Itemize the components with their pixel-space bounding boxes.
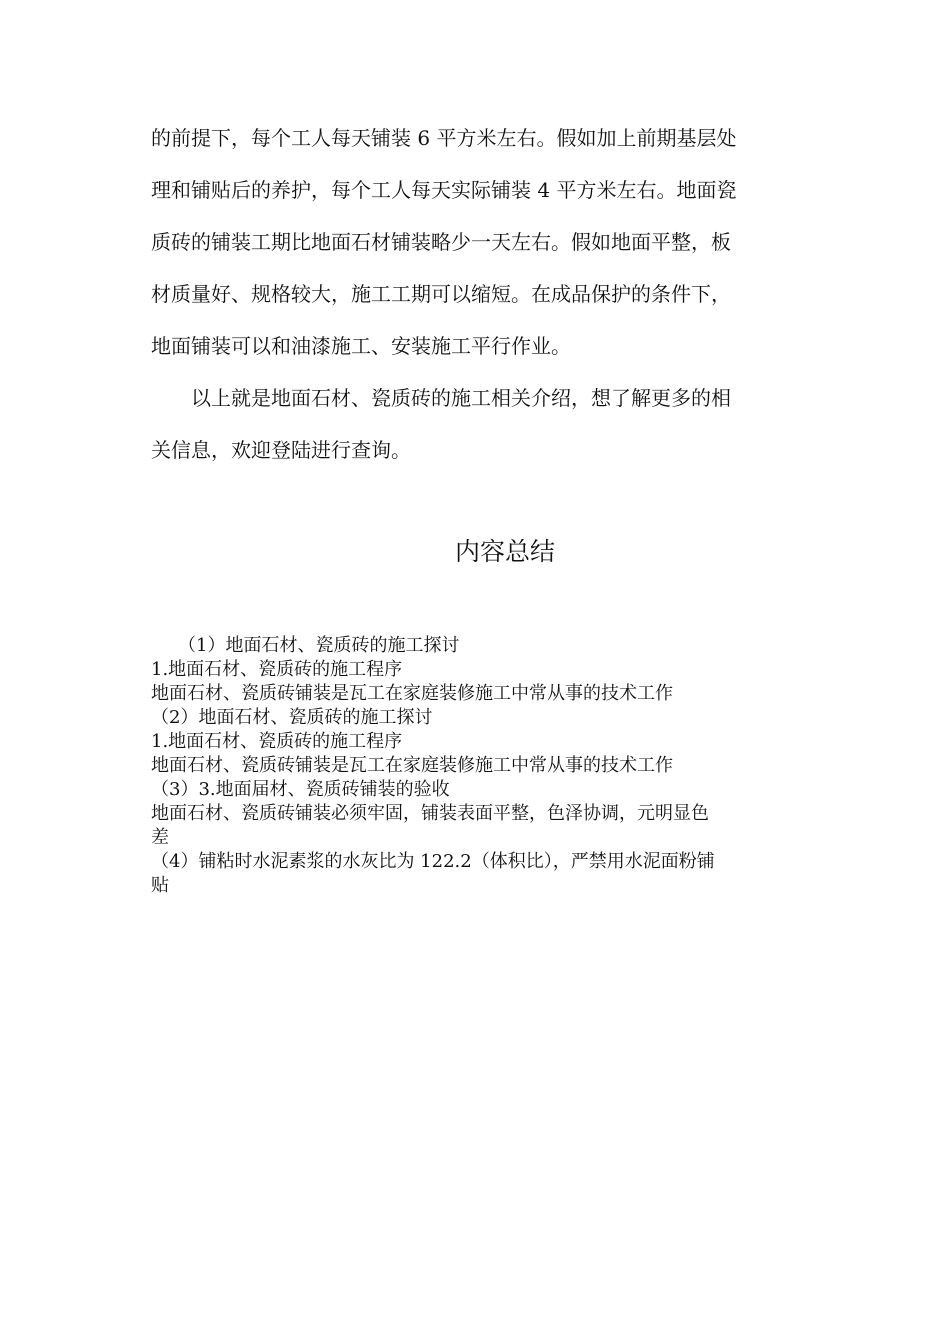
summary-line: 贴	[151, 875, 169, 896]
summary-line: 1.地面石材、瓷质砖的施工程序	[151, 659, 403, 680]
section-title: 内容总结	[454, 537, 555, 566]
summary-line: 地面石材、瓷质砖铺装是瓦工在家庭装修施工中常从事的技术工作	[151, 683, 673, 704]
summary-line: 地面石材、瓷质砖铺装是瓦工在家庭装修施工中常从事的技术工作	[151, 755, 673, 776]
body-line: 的前提下，每个工人每天铺装 6 平方米左右。假如加上前期基层处	[151, 126, 737, 150]
summary-line: （4）铺粘时水泥素浆的水灰比为 122.2（体积比），严禁用水泥面粉铺	[151, 851, 715, 872]
summary-line: （3）3.地面届材、瓷质砖铺装的验收	[151, 779, 450, 800]
body-line: 以上就是地面石材、瓷质砖的施工相关介绍，想了解更多的相	[151, 386, 731, 410]
body-line: 理和铺贴后的养护，每个工人每天实际铺装 4 平方米左右。地面瓷	[151, 178, 737, 202]
summary-line: （1）地面石材、瓷质砖的施工探讨	[151, 635, 460, 656]
body-line: 地面铺装可以和油漆施工、安装施工平行作业。	[151, 334, 571, 358]
summary-line: 差	[151, 827, 169, 848]
summary-line: （2）地面石材、瓷质砖的施工探讨	[151, 707, 433, 728]
body-line: 关信息，欢迎登陆进行查询。	[151, 438, 411, 462]
body-text	[151, 112, 801, 476]
summary-line: 1.地面石材、瓷质砖的施工程序	[151, 731, 403, 752]
body-line: 质砖的铺装工期比地面石材铺装略少一天左右。假如地面平整，板	[151, 230, 731, 254]
body-line: 材质量好、规格较大，施工工期可以缩短。在成品保护的条件下，	[151, 282, 731, 306]
summary-list	[151, 634, 801, 898]
summary-line: 地面石材、瓷质砖铺装必须牢固，铺装表面平整，色泽协调，元明显色	[151, 803, 709, 824]
